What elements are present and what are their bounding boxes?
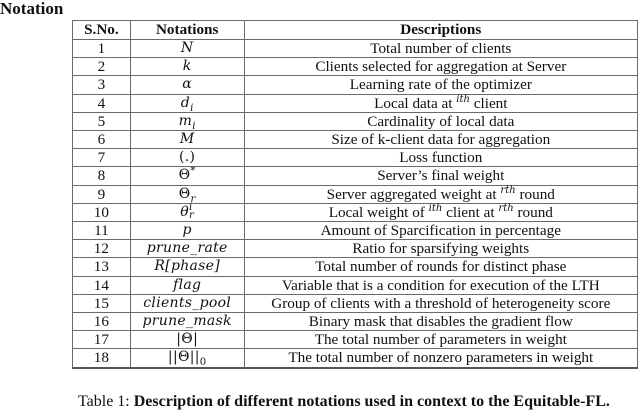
cell-notation: p	[130, 222, 244, 240]
table-row	[73, 149, 638, 167]
cell-sno: 1	[73, 40, 131, 58]
cell-description: Variable that is a condition for execution of the LTH	[244, 276, 637, 294]
cell-description: Ratio for sparsifying weights	[244, 240, 637, 258]
cell-sno: 9	[73, 185, 131, 203]
table-row	[73, 222, 638, 240]
cell-notation: |Θ|	[130, 331, 244, 349]
cell-sno: 3	[73, 76, 131, 94]
cell-notation: flag	[130, 276, 244, 294]
table-row	[73, 40, 638, 58]
cell-notation: Θ*	[130, 167, 244, 185]
table-row	[73, 313, 638, 331]
cell-description: Server’s final weight	[244, 167, 637, 185]
cell-notation: $\Theta_r$	[130, 185, 244, 203]
table-row	[73, 294, 638, 312]
cell-sno: 6	[73, 131, 131, 149]
caption-label: Table 1:	[78, 393, 134, 410]
cell-notation: prune_mask	[130, 313, 244, 331]
cell-description: The total number of parameters in weight	[244, 331, 637, 349]
cell-description: The total number of nonzero parameters in weight	[244, 349, 637, 368]
section-title: Notation	[0, 0, 64, 18]
table-row	[73, 185, 638, 203]
cell-notation: prune_rate	[130, 240, 244, 258]
table-row	[73, 167, 638, 185]
caption-text: Description of different notations used in context to the Equitable-FL.	[133, 393, 610, 410]
table-row	[73, 240, 638, 258]
cell-description: Loss function	[244, 149, 637, 167]
cell-description: Size of k-client data for aggregation	[244, 131, 637, 149]
cell-sno: 4	[73, 94, 131, 112]
cell-sno: 13	[73, 258, 131, 276]
cell-sno: 10	[73, 203, 131, 221]
cell-sno: 2	[73, 58, 131, 76]
cell-sno: 8	[73, 167, 131, 185]
cell-sno: 17	[73, 331, 131, 349]
table-row	[73, 258, 638, 276]
cell-notation: k	[130, 58, 244, 76]
cell-sno: 7	[73, 149, 131, 167]
table-row	[73, 94, 638, 112]
header-notations: Notations	[130, 21, 244, 40]
cell-description: Total number of rounds for distinct phase	[244, 258, 637, 276]
cell-sno: 5	[73, 112, 131, 130]
table-header-row	[73, 21, 638, 40]
header-sno: S.No.	[73, 21, 131, 40]
header-descriptions: Descriptions	[244, 21, 637, 40]
cell-notation: θ i r	[130, 203, 244, 221]
notation-table	[72, 20, 638, 369]
cell-description: Total number of clients	[244, 40, 637, 58]
cell-sno: 18	[73, 349, 131, 368]
cell-description: Group of clients with a threshold of heterogeneity score	[244, 294, 637, 312]
cell-sno: 11	[73, 222, 131, 240]
table-row	[73, 331, 638, 349]
cell-description: Amount of Sparcification in percentage	[244, 222, 637, 240]
cell-notation: α	[130, 76, 244, 94]
cell-notation: $m_i$	[130, 112, 244, 130]
cell-description: Server aggregated weight at $^{rth}$ round	[244, 185, 637, 203]
cell-notation: (.)	[130, 149, 244, 167]
cell-sno: 16	[73, 313, 131, 331]
cell-description: Binary mask that disables the gradient flow	[244, 313, 637, 331]
cell-sno: 14	[73, 276, 131, 294]
cell-notation: R[phase]	[130, 258, 244, 276]
table-row	[73, 112, 638, 130]
cell-description: Local weight of $^{ith}$ client at $^{rth}$ round	[244, 203, 637, 221]
cell-description: Cardinality of local data	[244, 112, 637, 130]
cell-notation: $d_i$	[130, 94, 244, 112]
cell-notation: N	[130, 40, 244, 58]
table-row	[73, 203, 638, 221]
table-caption	[78, 393, 610, 411]
cell-description: Local data at $^{ith}$ client	[244, 94, 637, 112]
table-row	[73, 131, 638, 149]
cell-description: Learning rate of the optimizer	[244, 76, 637, 94]
table-row	[73, 58, 638, 76]
cell-notation: $||\Theta||_0$	[130, 349, 244, 368]
table-row	[73, 76, 638, 94]
table-row	[73, 276, 638, 294]
cell-notation: clients_pool	[130, 294, 244, 312]
cell-notation: M	[130, 131, 244, 149]
cell-sno: 15	[73, 294, 131, 312]
cell-sno: 12	[73, 240, 131, 258]
cell-description: Clients selected for aggregation at Server	[244, 58, 637, 76]
table-row	[73, 349, 638, 368]
